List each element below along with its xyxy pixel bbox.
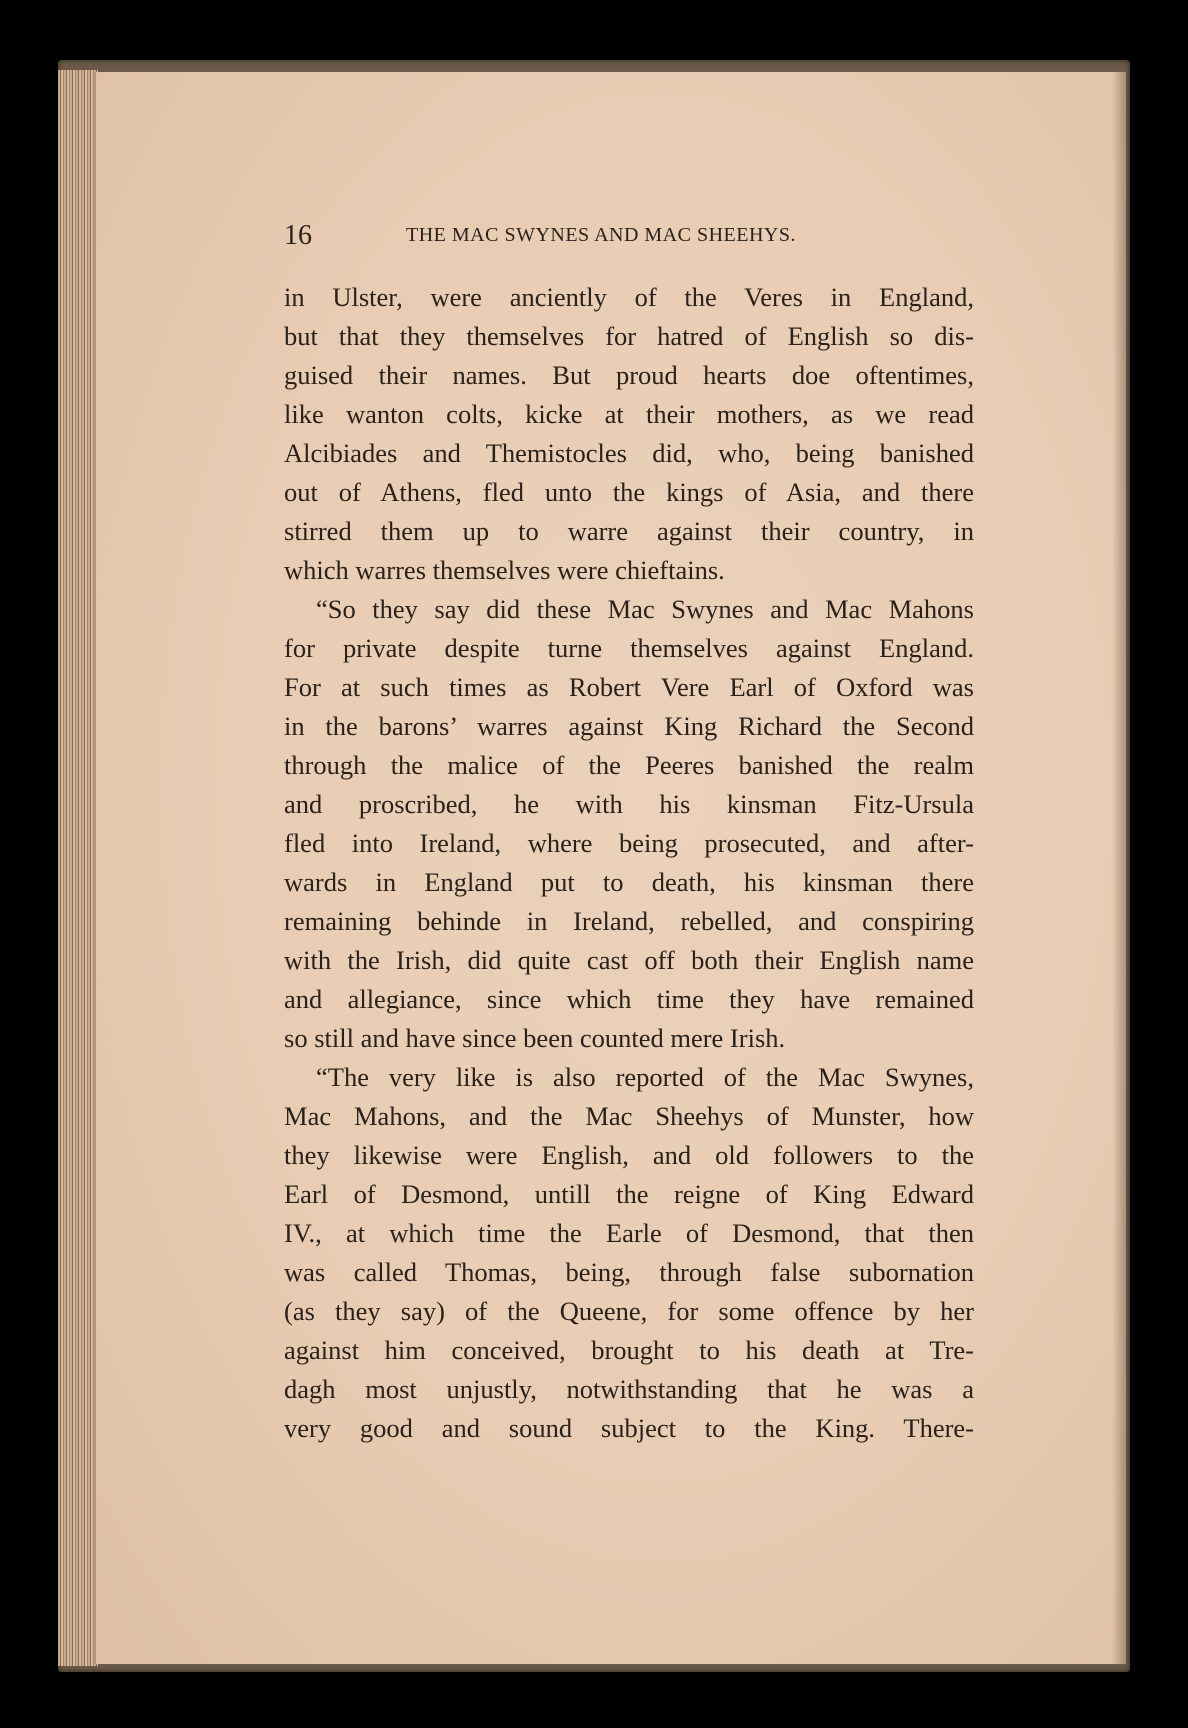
page-edges: [58, 70, 98, 1666]
text-line: remaining behinde in Ireland, rebelled, and conspiring: [284, 906, 974, 936]
text-line: stirred them up to warre against their country, in: [284, 516, 974, 546]
text-line: with the Irish, did quite cast off both their English name: [284, 945, 974, 975]
text-line: very good and sound subject to the King. There-: [284, 1413, 974, 1443]
text-line: Earl of Desmond, untill the reigne of King Edward: [284, 1179, 974, 1209]
body-text: [284, 278, 974, 1448]
text-line: IV., at which time the Earle of Desmond, that then: [284, 1218, 974, 1248]
text-line: Alcibiades and Themistocles did, who, being banished: [284, 438, 974, 468]
text-line: (as they say) of the Queene, for some offence by her: [284, 1296, 974, 1326]
text-line: guised their names. But proud hearts doe oftentimes,: [284, 360, 974, 390]
text-line: and allegiance, since which time they have remained: [284, 984, 974, 1014]
running-head: THE MAC SWYNES AND MAC SHEEHYS.: [406, 224, 796, 246]
text-line: was called Thomas, being, through false subornation: [284, 1257, 974, 1287]
text-line: but that they themselves for hatred of English so dis-: [284, 321, 974, 351]
page-number: 16: [284, 220, 312, 251]
text-line: wards in England put to death, his kinsman there: [284, 867, 974, 897]
text-line: fled into Ireland, where being prosecuted, and after-: [284, 828, 974, 858]
text-line: For at such times as Robert Vere Earl of Oxford was: [284, 672, 974, 702]
text-line: they likewise were English, and old followers to the: [284, 1140, 974, 1170]
text-line: in Ulster, were anciently of the Veres in England,: [284, 282, 974, 312]
text-line: Mac Mahons, and the Mac Sheehys of Munster, how: [284, 1101, 974, 1131]
page-header: [284, 220, 974, 260]
text-line: and proscribed, he with his kinsman Fitz-Ursula: [284, 789, 974, 819]
text-line: so still and have since been counted mere Irish.: [284, 1023, 786, 1053]
text-line: against him conceived, brought to his death at Tre-: [284, 1335, 974, 1365]
text-line: through the malice of the Peeres banished the realm: [284, 750, 974, 780]
text-line: which warres themselves were chieftains.: [284, 555, 725, 585]
text-line: dagh most unjustly, notwithstanding that he was a: [284, 1374, 974, 1404]
text-line: in the barons’ warres against King Richard the Second: [284, 711, 974, 741]
text-line: like wanton colts, kicke at their mothers, as we read: [284, 399, 974, 429]
text-line: “The very like is also reported of the Mac Swynes,: [316, 1062, 974, 1092]
text-line: “So they say did these Mac Swynes and Mac Mahons: [316, 594, 974, 624]
text-line: out of Athens, fled unto the kings of Asia, and there: [284, 477, 974, 507]
text-line: for private despite turne themselves against England.: [284, 633, 974, 663]
